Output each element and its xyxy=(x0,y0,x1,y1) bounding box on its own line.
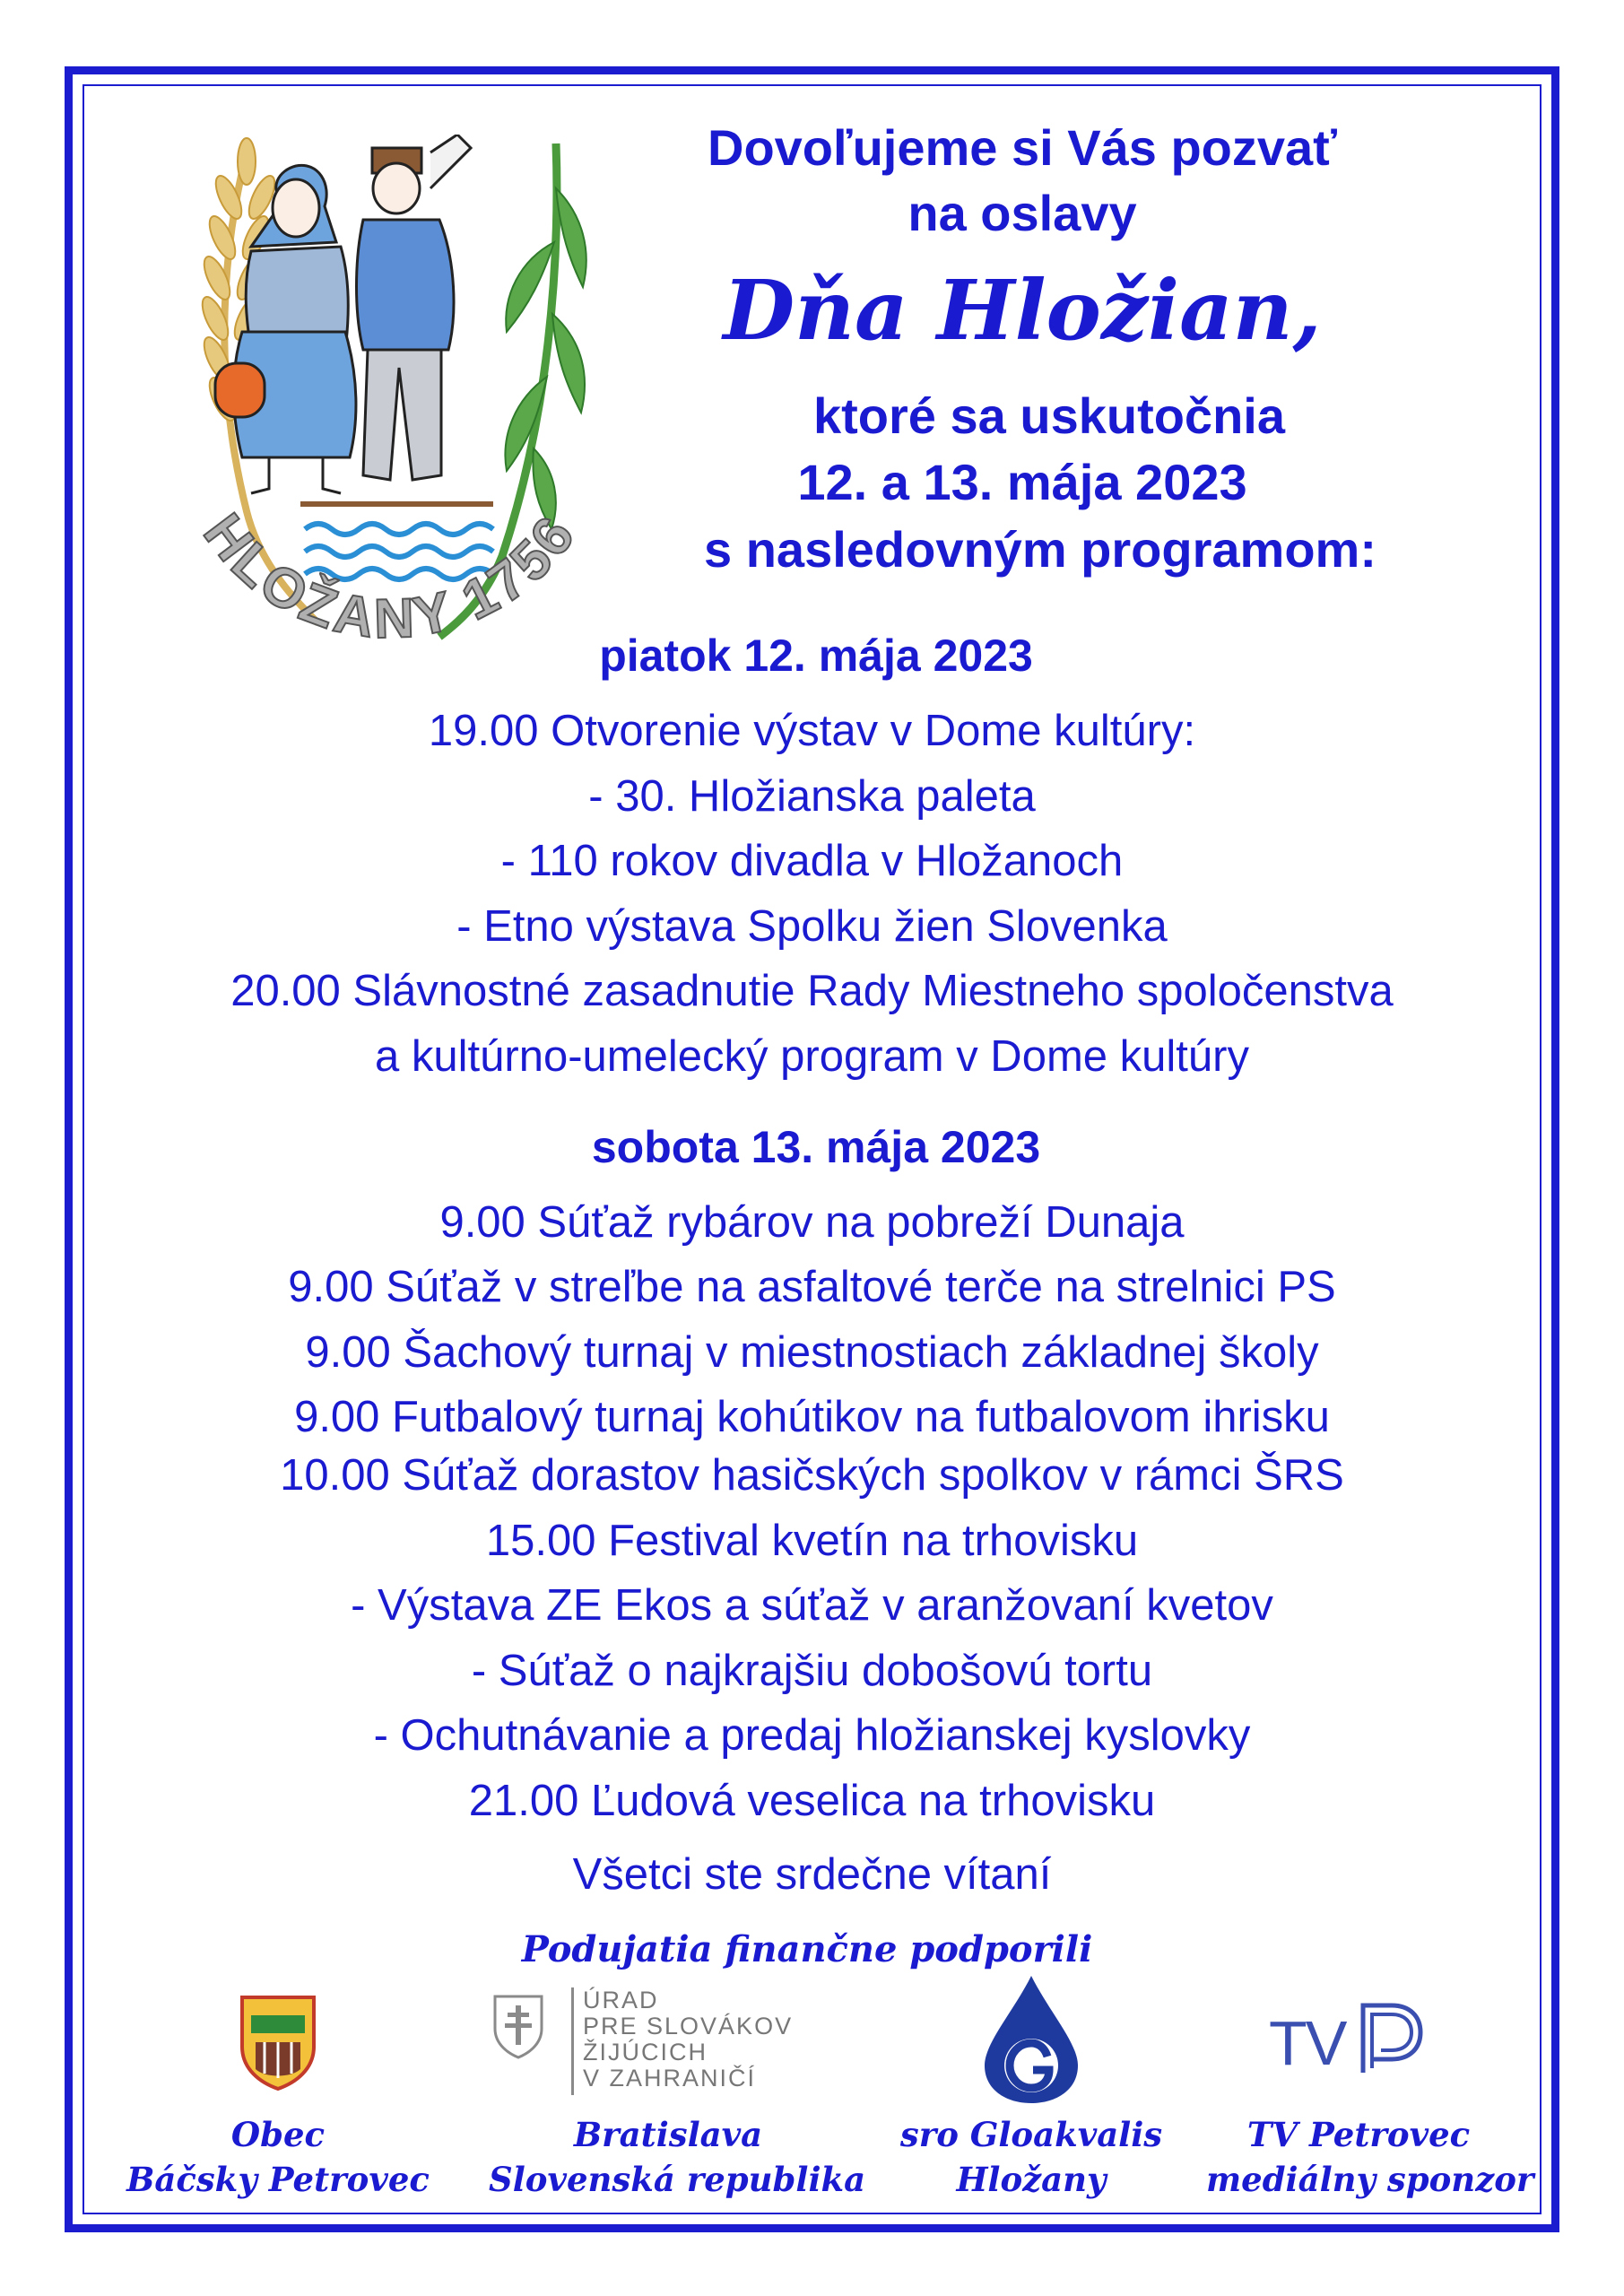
invite-line-4: s nasledovným programom: xyxy=(704,521,1376,578)
hlozany-logo xyxy=(161,135,637,655)
saturday-item: - Súťaž o najkrajšiu dobošovú tortu xyxy=(471,1647,1153,1695)
obec-coat-of-arms-icon xyxy=(238,1993,318,2092)
invite-line-3: ktoré sa uskutočnia xyxy=(813,387,1285,444)
urad-logo-text: ÚRAD PRE SLOVÁKOV ŽIJÚCICH V ZAHRANIČÍ xyxy=(583,1987,794,2092)
welcome-text: Všetci ste srdečne vítaní xyxy=(572,1850,1052,1899)
saturday-item: 10.00 Súťaž dorastov hasičských spolkov v rámci ŠRS xyxy=(280,1451,1344,1500)
invite-line-2: na oslavy xyxy=(908,185,1137,241)
event-dates: 12. a 13. mája 2023 xyxy=(797,454,1247,510)
urad-logo-divider xyxy=(571,1987,574,2095)
saturday-item: - Ochutnávanie a predaj hložianskej kyslovky xyxy=(373,1711,1251,1760)
gloakvalis-drop-icon xyxy=(977,1971,1085,2106)
sponsors-heading: Podujatia finančne podporili xyxy=(521,1928,1093,1970)
saturday-item: 9.00 Súťaž v streľbe na asfaltové terče na strelnici PS xyxy=(288,1263,1336,1311)
friday-heading: piatok 12. mája 2023 xyxy=(599,631,1033,681)
saturday-item: 9.00 Šachový turnaj v miestnostiach základnej školy xyxy=(305,1328,1319,1377)
friday-item: 19.00 Otvorenie výstav v Dome kultúry: xyxy=(428,707,1196,755)
tv-logo-text: TV xyxy=(1269,2008,1346,2078)
tv-petrovec-p-icon xyxy=(1354,1996,1426,2077)
slovak-cross-shield-icon xyxy=(491,1993,545,2059)
sponsor-caption-obec: Obec Báčsky Petrovec xyxy=(126,2115,430,2199)
saturday-item: - Výstava ZE Ekos a súťaž v aranžovaní kvetov xyxy=(351,1581,1273,1630)
friday-item: a kultúrno-umelecký program v Dome kultúry xyxy=(375,1032,1249,1081)
sponsor-caption-urad: Bratislava Slovenská republika xyxy=(489,2115,866,2199)
invite-line-1: Dovoľujeme si Vás pozvať xyxy=(708,119,1337,176)
sponsor-caption-tv: TV Petrovec mediálny sponzor xyxy=(1206,2115,1534,2199)
friday-item: - 110 rokov divadla v Hložanoch xyxy=(500,837,1124,885)
event-title: Dňa Hložian, xyxy=(723,262,1322,359)
couple-illustration-icon xyxy=(215,135,471,493)
logo-arc-text: HLOŽANY 1756 xyxy=(191,502,589,651)
sponsor-caption-gloakvalis: sro Gloakvalis Hložany xyxy=(899,2115,1163,2199)
friday-item: - 30. Hložianska paleta xyxy=(588,772,1036,821)
saturday-item: 9.00 Súťaž rybárov na pobreží Dunaja xyxy=(439,1198,1185,1247)
saturday-item: 9.00 Futbalový turnaj kohútikov na futbalovom ihrisku xyxy=(294,1393,1330,1441)
saturday-item: 21.00 Ľudová veselica na trhovisku xyxy=(468,1777,1156,1825)
saturday-item: 15.00 Festival kvetín na trhovisku xyxy=(485,1517,1139,1565)
friday-item: 20.00 Slávnostné zasadnutie Rady Miestneho spoločenstva xyxy=(230,967,1394,1015)
friday-item: - Etno výstava Spolku žien Slovenka xyxy=(456,902,1168,951)
saturday-heading: sobota 13. mája 2023 xyxy=(591,1122,1041,1172)
river-waves-icon xyxy=(300,504,493,579)
